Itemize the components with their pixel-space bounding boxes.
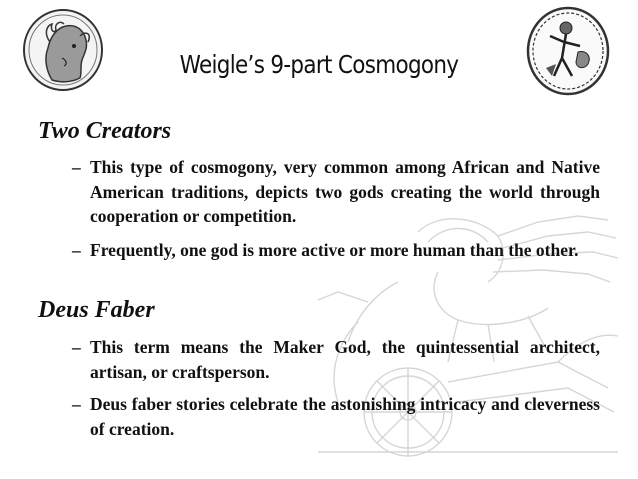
bullet-dash: – <box>72 337 81 357</box>
bullet-item <box>72 335 600 384</box>
section-heading-two-creators: Two Creators <box>38 118 172 144</box>
bullet-item <box>72 392 600 441</box>
bullet-dash: – <box>72 394 81 414</box>
section-heading-deus-faber: Deus Faber <box>38 297 155 323</box>
bullet-dash: – <box>72 157 81 177</box>
bullet-text: This term means the Maker God, the quintessential architect, artisan, or craftsperson. <box>90 337 600 382</box>
slide-title: Weigle’s 9-part Cosmogony <box>179 50 459 79</box>
bullet-text: This type of cosmogony, very common among African and Native American traditions, depicts two gods creating the world through cooperation or competition. <box>90 157 600 226</box>
bullet-text: Frequently, one god is more active or more human than the other. <box>90 240 579 260</box>
bullet-item <box>72 155 600 229</box>
bullet-text: Deus faber stories celebrate the astonishing intricacy and cleverness of creation. <box>90 394 600 439</box>
bullet-dash: – <box>72 240 81 260</box>
bullet-item <box>72 238 600 263</box>
